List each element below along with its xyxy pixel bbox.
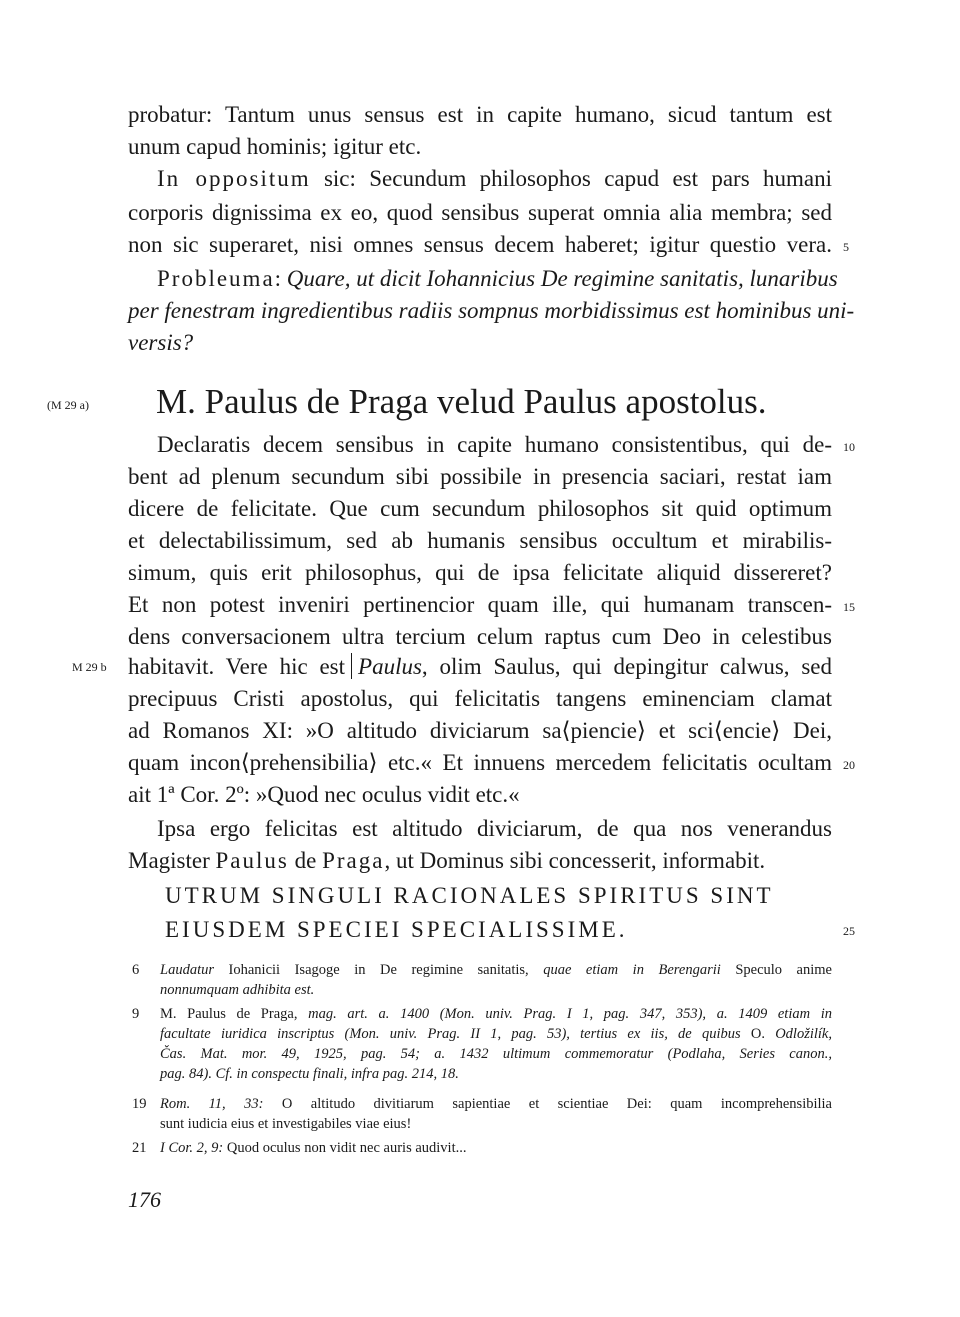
ipsa-line-1: Ipsa ergo felicitas est altitudo diviciarum, de qua nos venerandus	[157, 816, 832, 841]
body-line-1: Declaratis decem sensibus in capite humano consistentibus, qui de-	[157, 432, 832, 457]
line-number: 5	[843, 240, 849, 254]
body-line-2: bent ad plenum secundum sibi possibile in presencia saciari, restat iam	[128, 464, 832, 489]
body-line-8: habitavit. Vere hic est Paulus, olim Saulus, qui depingitur calwus, sed	[128, 654, 832, 679]
caps-title-line-2: EIUSDEM SPECIEI SPECIALISSIME.	[165, 917, 628, 942]
note-9-line-2: facultate iuridica inscriptus (Mon. univ. Prag. II 1, pag. 53), tertius ex iis, de quibus O. Odložilík,	[160, 1026, 832, 1042]
siglum-m29a: (M 29 a)	[47, 398, 89, 412]
text-line-3: In oppositum sic: Secundum philosophos capud est pars humani	[157, 166, 832, 191]
line-number: 10	[843, 440, 855, 454]
text-line-7: per fenestram ingredientibus radiis sompnus morbidissimus est hominibus uni-	[128, 298, 855, 323]
text-line-2: unum capud hominis; igitur etc.	[128, 134, 422, 159]
body-line-7: dens conversacionem ultra tercium celum raptus cum Deo in celestibus	[128, 624, 832, 649]
siglum-m29b: M 29 b	[72, 660, 107, 674]
body-line-11: quam incon⟨prehensibilia⟩ etc.« Et innuens mercedem felicitatis ocultam	[128, 750, 832, 775]
text-line-5: non sic superaret, nisi omnes sensus decem haberet; igitur questio vera.	[128, 232, 832, 257]
column-break-bar	[351, 653, 352, 679]
section-heading: M. Paulus de Praga velud Paulus apostolus.	[156, 382, 767, 421]
body-line-4: et delectabilissimum, sed ab humanis sensibus occultum et mirabilis-	[128, 528, 832, 553]
caps-title-line-1: UTRUM SINGULI RACIONALES SPIRITUS SINT	[165, 883, 774, 908]
line-number: 15	[843, 600, 855, 614]
ipsa-line-2: Magister Paulus de Praga, ut Dominus sibi concesserit, informabit.	[128, 848, 766, 873]
note-19-line-1: 19 Rom. 11, 33: O altitudo divitiarum sapientiae et scientiae Dei: quam incomprehensibilia	[132, 1096, 832, 1112]
body-line-5: simum, quis erit philosophus, qui de ipsa felicitate aliquid dissereret?	[128, 560, 832, 585]
note-21-line-1: 21 I Cor. 2, 9: Quod oculus non vidit nec auris audivit...	[132, 1140, 467, 1156]
note-6-line-1: 6 Laudatur Iohanicii Isagoge in De regimine sanitatis, quae etiam in Berengarii Speculo anime	[132, 962, 832, 978]
body-line-10: ad Romanos XI: »O altitudo diviciarum sa⟨piencie⟩ et sci⟨encie⟩ Dei,	[128, 718, 832, 743]
body-line-9: precipuus Cristi apostolus, qui felicitatis tangens eminenciam clamat	[128, 686, 832, 711]
text-line-6: Probleuma: Quare, ut dicit Iohannicius De regimine sanitatis, lunaribus	[157, 266, 838, 291]
body-line-3: dicere de felicitate. Que cum secundum philosophos sit quid optimum	[128, 496, 832, 521]
spaced-term: In oppositum	[157, 166, 311, 191]
text-line-8: versis?	[128, 330, 194, 355]
line-number: 20	[843, 758, 855, 772]
note-19-line-2: sunt iudicia eius et investigabiles viae eius!	[160, 1116, 412, 1132]
note-9-line-1: 9 M. Paulus de Praga, mag. art. a. 1400 (Mon. univ. Prag. I 1, pag. 347, 353), a. 1409 etiam in	[132, 1006, 833, 1022]
spaced-term: Probleuma	[157, 266, 275, 291]
body-line-6: Et non potest inveniri pertinencior quam ille, qui humanam transcen-	[128, 592, 832, 617]
note-9-line-4: pag. 84). Cf. in conspectu finali, infra pag. 214, 18.	[160, 1066, 459, 1082]
body-line-12: ait 1ª Cor. 2º: »Quod nec oculus vidit etc.«	[128, 782, 520, 807]
text-line-4: corporis dignissima ex eo, quod sensibus superat omnia alia membra; sed	[128, 200, 832, 225]
line-number: 25	[843, 924, 855, 938]
note-9-line-3: Čas. Mat. mor. 49, 1925, pag. 54; a. 1432 ultimum commemoratur (Podlaha, Series canon.,	[160, 1046, 832, 1062]
page-number: 176	[128, 1187, 161, 1212]
text-line-1: probatur: Tantum unus sensus est in capite humano, sicud tantum est	[128, 102, 832, 127]
note-6-line-2: nonnumquam adhibita est.	[160, 982, 315, 998]
